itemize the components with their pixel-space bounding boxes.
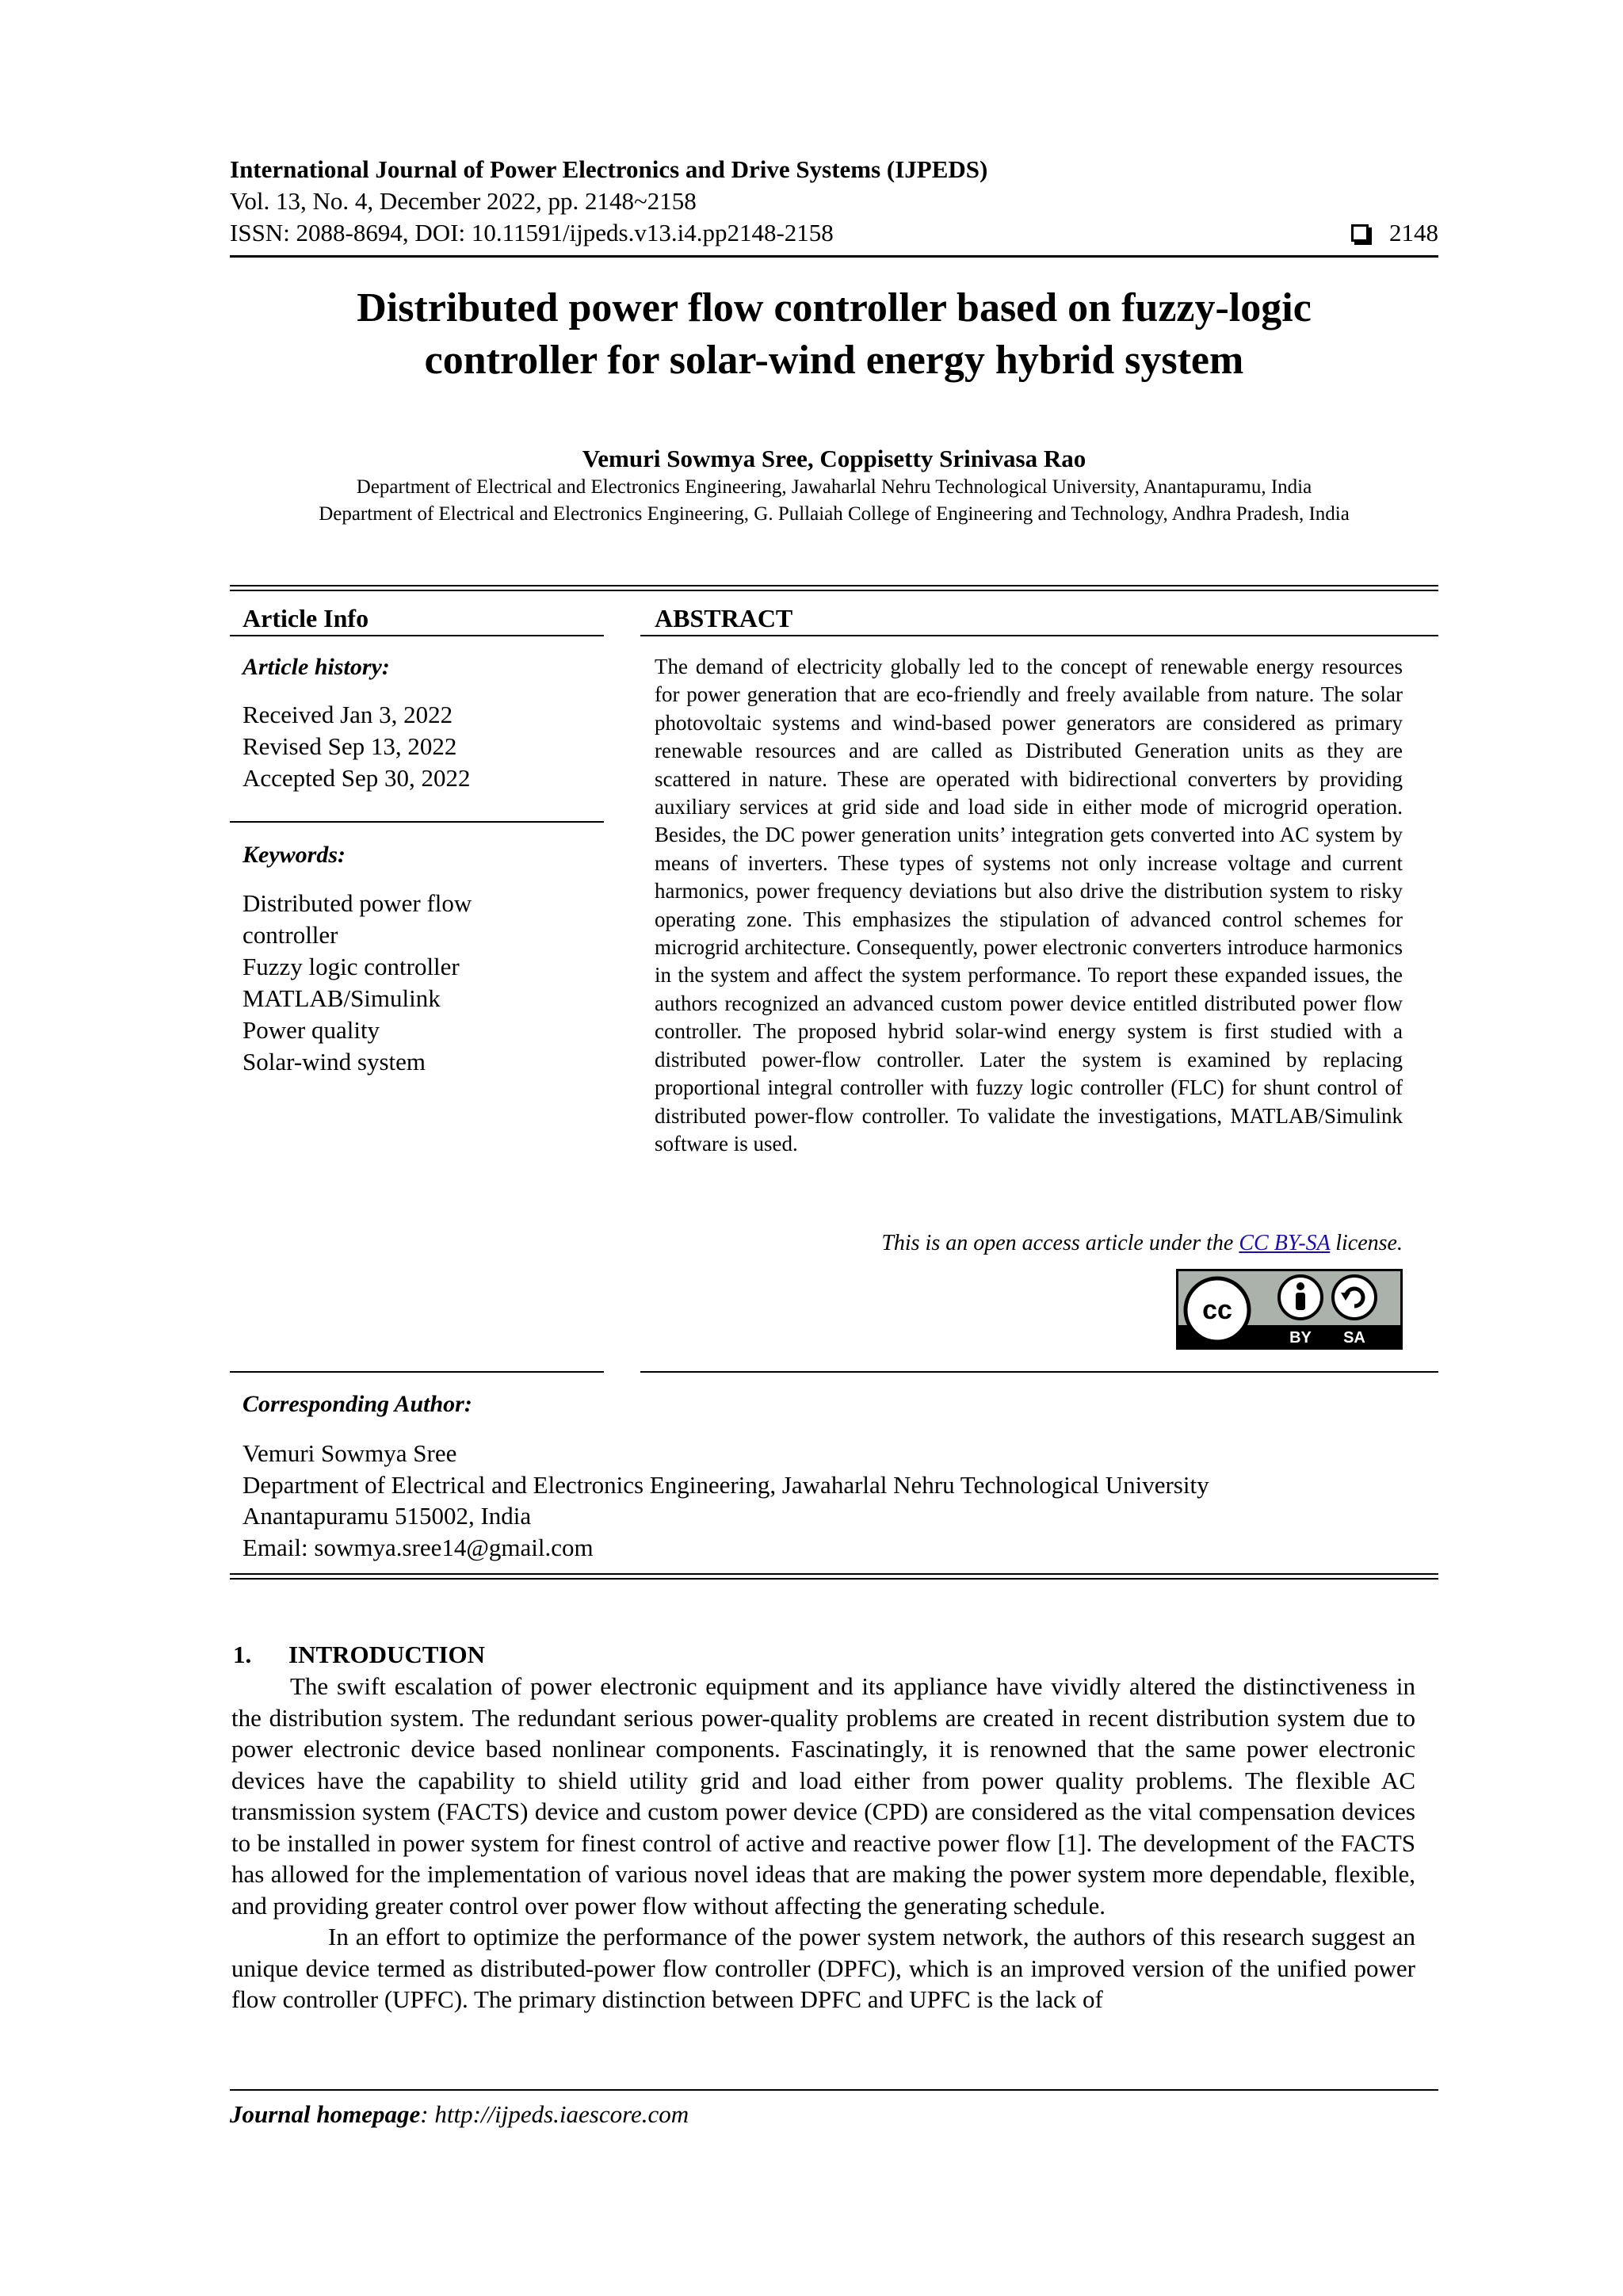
- journal-header: [230, 154, 1438, 249]
- cc-text: cc: [1202, 1295, 1232, 1325]
- abstract-heading: ABSTRACT: [655, 604, 793, 632]
- keywords-list: [242, 888, 472, 1078]
- homepage-label: Journal homepage: [230, 2100, 421, 2128]
- paragraph: The swift escalation of power electronic equipment and its appliance have vividly altered the distinctiveness in the distribution system. The redundant serious power-quality problems are created in recent distribution system due to power electronic device based nonlinear components. Fascinatingly, it is renowned that the same power electronic devices have the capability to shield utility grid and load either from power quality problems. The flexible AC transmission system (FACTS) device and custom power device (CPD) are considered as the vital compensation devices to be installed in power system for finest control of active and reactive power flow [1]. The development of the FACTS has allowed for the implementation of various novel ideas that are making the power system more dependable, flexible, and providing greater control over power flow without affecting the generating schedule.: [231, 1672, 1415, 1920]
- cc-by-sa-link[interactable]: CC BY-SA: [1239, 1231, 1331, 1255]
- keyword: MATLAB/Simulink: [242, 984, 441, 1012]
- article-history-heading: Article history:: [242, 654, 390, 680]
- accepted-date: Accepted Sep 30, 2022: [242, 764, 471, 792]
- affiliation-1: Department of Electrical and Electronics Engineering, Jawaharlal Nehru Technological University, Anantapuramu, India: [356, 476, 1312, 498]
- keyword: Solar-wind system: [242, 1048, 426, 1075]
- section-number: 1.: [233, 1641, 252, 1668]
- corr-dept: Department of Electrical and Electronics Engineering, Jawaharlal Nehru Technological University: [242, 1470, 1209, 1499]
- keywords-rule: [230, 821, 604, 823]
- affiliation-2: Department of Electrical and Electronics Engineering, G. Pullaiah College of Engineering and Technology, Andhra Pradesh, India: [319, 503, 1350, 525]
- homepage-url[interactable]: http://ijpeds.iaescore.com: [434, 2100, 689, 2128]
- keyword: Distributed power flow: [242, 889, 472, 917]
- affiliations: [230, 474, 1438, 528]
- keyword: Power quality: [242, 1016, 380, 1044]
- sa-share-icon: [1333, 1276, 1376, 1319]
- corr-name: Vemuri Sowmya Sree: [242, 1439, 457, 1467]
- introduction-body: [231, 1671, 1415, 2015]
- keyword: Fuzzy logic controller: [242, 953, 460, 980]
- article-info-bottom-rule: [230, 1371, 604, 1373]
- journal-title: International Journal of Power Electronics and Drive Systems (IJPEDS): [230, 155, 988, 183]
- page-number: 2148: [1389, 219, 1438, 246]
- header-rule: [230, 255, 1438, 258]
- page-box-icon: [1351, 224, 1369, 242]
- sa-label: SA: [1343, 1329, 1365, 1347]
- cc-by-sa-badge[interactable]: [1176, 1269, 1403, 1350]
- info-box-top-rule-2: [230, 590, 1438, 591]
- section-title: INTRODUCTION: [288, 1641, 486, 1668]
- abstract-text: The demand of electricity globally led to the concept of renewable energy resources for power generation that are eco-friendly and freely available from nature. The solar photovoltaic systems and wind-based power generators are considered as primary renewable resources and are called as Distributed Generation units as they are scattered in nature. These are operated with bidirectional converters by providing auxiliary services at grid side and load side in either mode of microgrid operation. Besides, the DC power generation units’ integration gets converted into AC system by means of inverters. These types of systems not only increase voltage and current harmonics, power frequency deviations but also drive the distribution system to risky operating zone. This emphasizes the stipulation of advanced control schemes for microgrid architecture. Consequently, power electronic converters introduce harmonics in the system and affect the system performance. To report these expanded issues, the authors recognized an advanced custom power device entitled distributed power flow controller. The proposed hybrid solar-wind energy system is first studied with a distributed power-flow controller. Later the system is examined by replacing proportional integral controller with fuzzy logic controller (FLC) for shunt control of distributed power-flow controller. To validate the investigations, MATLAB/Simulink software is used.: [655, 655, 1403, 1156]
- abstract-bottom-rule: [640, 1371, 1438, 1373]
- section-heading-introduction: [233, 1639, 485, 1671]
- volume-info: Vol. 13, No. 4, December 2022, pp. 2148~2158: [230, 187, 697, 215]
- issn-doi: ISSN: 2088-8694, DOI: 10.11591/ijpeds.v13.i4.pp2148-2158: [230, 219, 834, 246]
- by-label: BY: [1289, 1329, 1312, 1347]
- article-history: [242, 699, 471, 794]
- article-info-heading: Article Info: [242, 604, 369, 632]
- corr-email[interactable]: Email: sowmya.sree14@gmail.com: [242, 1533, 594, 1561]
- abstract-rule: [640, 635, 1438, 636]
- revised-date: Revised Sep 13, 2022: [242, 732, 457, 760]
- received-date: Received Jan 3, 2022: [242, 701, 453, 728]
- cc-badge-graphic: [1176, 1269, 1403, 1350]
- keyword: controller: [242, 921, 338, 949]
- corresponding-author: [242, 1389, 1431, 1563]
- corr-bottom-rule-2: [230, 1578, 1438, 1580]
- article-info-rule: [230, 635, 604, 636]
- issn-row: [230, 217, 1438, 249]
- keywords-heading: Keywords:: [242, 842, 346, 868]
- footer-rule: [230, 2089, 1438, 2091]
- authors: Vemuri Sowmya Sree, Coppisetty Srinivasa Rao: [582, 445, 1086, 472]
- paper-title: Distributed power flow controller based on fuzzy-logic controller for solar-wind energy hybrid system: [357, 285, 1312, 383]
- info-box-top-rule: [230, 585, 1438, 586]
- paragraph: In an effort to optimize the performance of the power system network, the authors of this research suggest an unique device termed as distributed-power flow controller (DPFC), which is an improved version of the unified power flow controller (UPFC). The primary distinction between DPFC and UPFC is the lack of: [231, 1923, 1415, 2013]
- corresponding-heading: Corresponding Author:: [242, 1391, 472, 1417]
- corr-address: Anantapuramu 515002, India: [242, 1502, 532, 1530]
- license-note: This is an open access article under the CC BY-SA license.: [881, 1231, 1403, 1255]
- journal-homepage: Journal homepage: http://ijpeds.iaescore.com: [230, 2100, 689, 2128]
- corr-bottom-rule: [230, 1573, 1438, 1575]
